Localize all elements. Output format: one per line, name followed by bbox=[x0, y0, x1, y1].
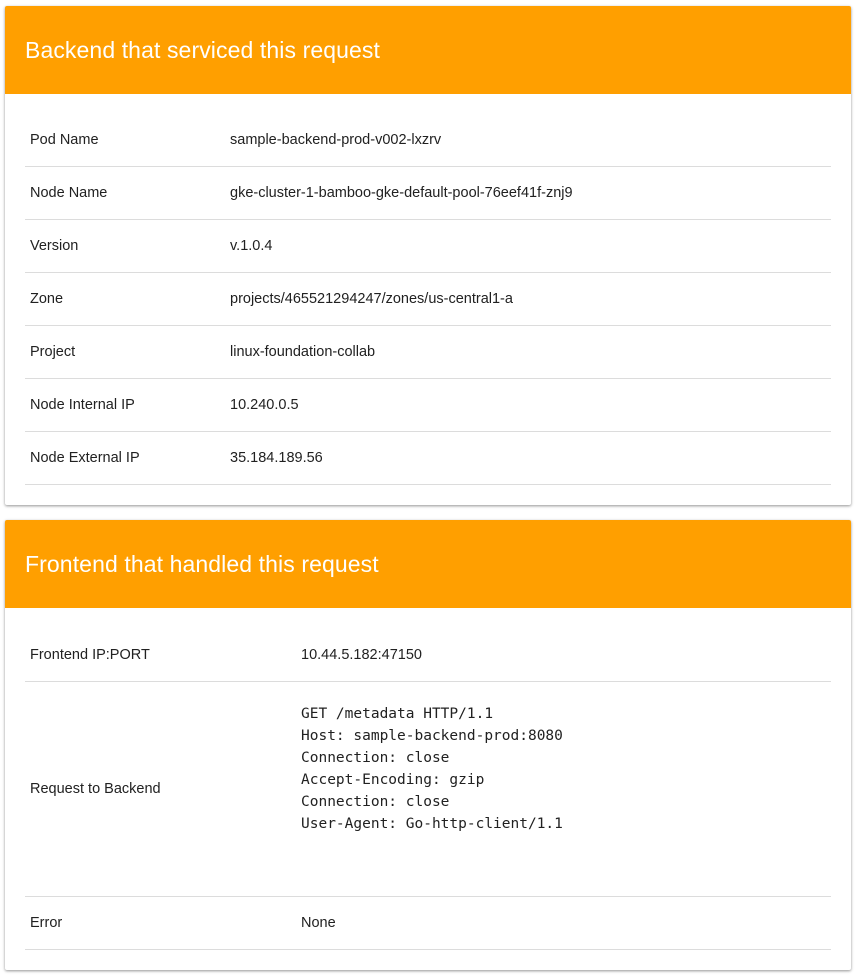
zone-label: Zone bbox=[25, 273, 225, 326]
table-row-project bbox=[25, 326, 831, 379]
node-internal-ip-value: 10.240.0.5 bbox=[225, 379, 831, 432]
table-row-version bbox=[25, 220, 831, 273]
backend-card-title: Backend that serviced this request bbox=[25, 36, 380, 63]
frontend-ip-port-value: 10.44.5.182:47150 bbox=[296, 628, 831, 682]
frontend-ip-port-label: Frontend IP:PORT bbox=[25, 628, 296, 682]
node-internal-ip-label: Node Internal IP bbox=[25, 379, 225, 432]
backend-card bbox=[5, 6, 851, 505]
request-to-backend-label: Request to Backend bbox=[25, 682, 296, 897]
request-to-backend-cell bbox=[296, 682, 831, 897]
error-label: Error bbox=[25, 897, 296, 950]
table-row-error bbox=[25, 897, 831, 950]
error-value: None bbox=[296, 897, 831, 950]
node-name-label: Node Name bbox=[25, 167, 225, 220]
table-row-zone bbox=[25, 273, 831, 326]
project-value: linux-foundation-collab bbox=[225, 326, 831, 379]
node-external-ip-label: Node External IP bbox=[25, 432, 225, 485]
backend-card-header bbox=[5, 6, 851, 94]
table-row-pod-name bbox=[25, 114, 831, 167]
frontend-card-header bbox=[5, 520, 851, 608]
zone-value: projects/465521294247/zones/us-central1-a bbox=[225, 273, 831, 326]
version-label: Version bbox=[25, 220, 225, 273]
pod-name-label: Pod Name bbox=[25, 114, 225, 167]
table-row-frontend-ip-port bbox=[25, 628, 831, 682]
pod-name-value: sample-backend-prod-v002-lxzrv bbox=[225, 114, 831, 167]
frontend-card bbox=[5, 520, 851, 970]
table-row-request-to-backend bbox=[25, 682, 831, 897]
table-row-node-name bbox=[25, 167, 831, 220]
version-value: v.1.0.4 bbox=[225, 220, 831, 273]
frontend-info-table bbox=[25, 628, 831, 950]
backend-card-body bbox=[5, 94, 851, 485]
frontend-card-body bbox=[5, 608, 851, 950]
backend-info-table bbox=[25, 114, 831, 485]
frontend-card-title: Frontend that handled this request bbox=[25, 550, 379, 577]
table-row-node-external-ip bbox=[25, 432, 831, 485]
project-label: Project bbox=[25, 326, 225, 379]
table-row-node-internal-ip bbox=[25, 379, 831, 432]
node-name-value: gke-cluster-1-bamboo-gke-default-pool-76eef41f-znj9 bbox=[225, 167, 831, 220]
node-external-ip-value: 35.184.189.56 bbox=[225, 432, 831, 485]
request-to-backend-value: GET /metadata HTTP/1.1 Host: sample-backend-prod:8080 Connection: close Accept-Encoding: gzip Connection: close User-Agent: Go-http-client/1.1 bbox=[301, 706, 563, 832]
